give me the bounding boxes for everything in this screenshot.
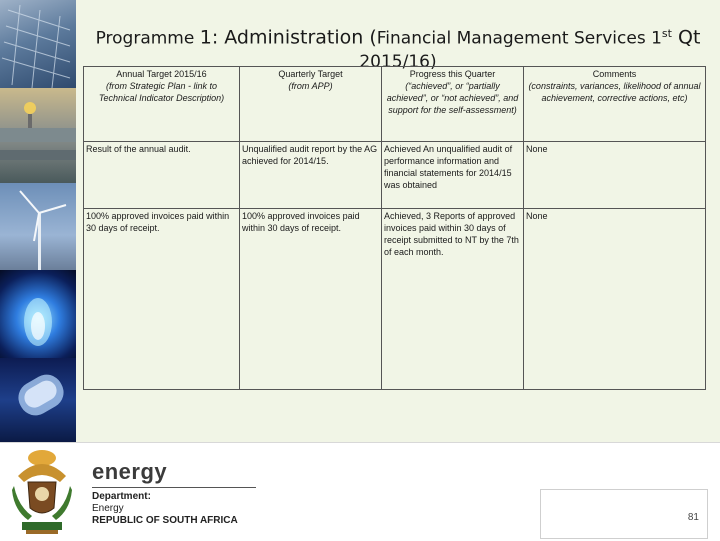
light-bulb-image [0, 358, 76, 442]
header-progress: Progress this Quarter (“achieved”, or “partially achieved”, or “not achieved”, and support for the self-assessment) [382, 67, 524, 142]
slide-title: Programme 1: Administration (Financial Management Services 1st Qt 2015/16) [95, 26, 701, 72]
pipeline-image [0, 88, 76, 183]
table-cell: Achieved An unqualified audit of performance information and financial statements for 2014/15 was obtained [382, 142, 524, 209]
department-label: Department: Energy REPUBLIC OF SOUTH AFRICA [92, 491, 238, 526]
table-cell: Unqualified audit report by the AG achieved for 2014/15. [240, 142, 382, 209]
page-number: 81 [687, 512, 699, 523]
energy-brand-logo: energy [92, 459, 168, 484]
energy-image-strip [0, 0, 76, 442]
table-row [84, 209, 706, 390]
header-annual-target: Annual Target 2015/16 (from Strategic Plan - link to Technical Indicator Description) [84, 67, 240, 142]
solar-panel-image [0, 0, 76, 88]
table-cell: None [524, 142, 706, 209]
table-cell: Achieved, 3 Reports of approved invoices paid within 30 days of receipt submitted to NT by the 7th of each month. [382, 209, 524, 390]
table-row [84, 142, 706, 209]
header-comments: Comments (constraints, variances, likelihood of annual achievement, corrective actions, etc) [524, 67, 706, 142]
gas-flame-image [0, 270, 76, 358]
table-cell: None [524, 209, 706, 390]
table-cell: Result of the annual audit. [84, 142, 240, 209]
page-number-box [540, 489, 708, 539]
header-quarterly-target: Quarterly Target (from APP) [240, 67, 382, 142]
wind-turbine-image [0, 183, 76, 270]
table-cell: 100% approved invoices paid within 30 days of receipt. [240, 209, 382, 390]
table-header-row [84, 67, 706, 142]
coat-of-arms-logo [8, 446, 76, 538]
performance-table [83, 66, 706, 390]
table-cell: 100% approved invoices paid within 30 days of receipt. [84, 209, 240, 390]
footer [0, 442, 720, 541]
brand-divider [92, 487, 256, 488]
